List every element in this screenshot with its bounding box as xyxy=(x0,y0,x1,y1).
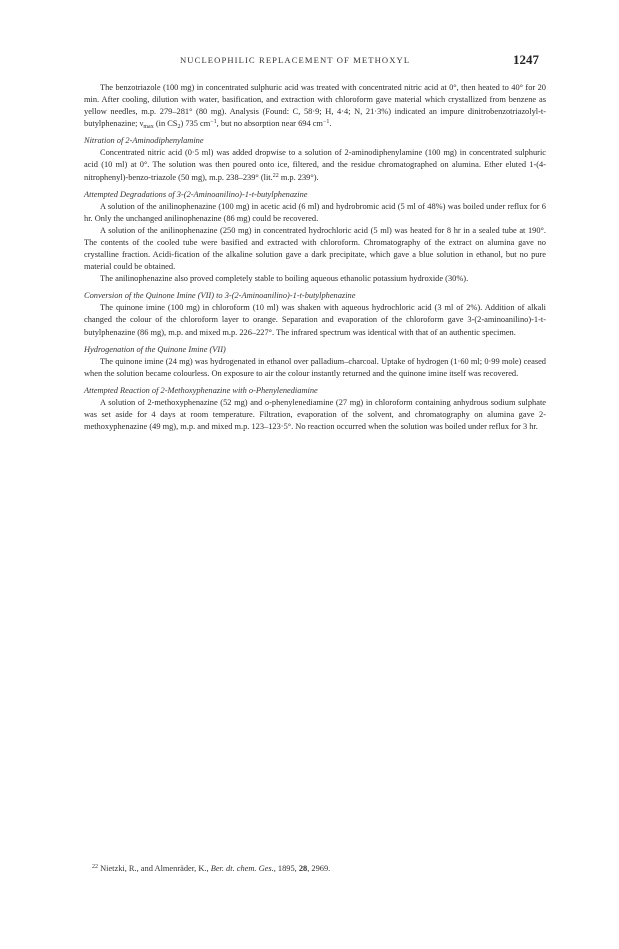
paragraph-attempted-reaction: A solution of 2-methoxyphenazine (52 mg) and o-phenylenediamine (27 mg) in chloroform containing anhydrous sodium sulphate was set aside for 4 days at room temperature. Filtration, evaporation of the solvent, and chromatography on alumina gave 2-methoxyphenazine (49 mg), m.p. and mixed m.p. 123–123·5°. No reaction occurred when the solution was boiled under reflux for 3 hr. xyxy=(84,397,546,431)
section-heading-attempted-reaction: Attempted Reaction of 2-Methoxyphenazine with o-Phenylenediamine xyxy=(84,385,318,395)
citation-ref[interactable]: 22 xyxy=(272,172,279,179)
section-heading-nitration: Nitration of 2-Aminodiphenylamine xyxy=(84,136,204,146)
paragraph-degradation-2: A solution of the anilinophenazine (250 mg) in concentrated hydrochloric acid (5 ml) was heated for 8 hr in a sealed tube at 190°. The contents of the cooled tube were basified and extracted with chloroform. Chromatography of the extract on alumina gave no crystalline fraction. Acidi-fication of the alkaline solution gave a dark precipitate, which gave a blue solution in ethanol, but no pure material could be obtained. xyxy=(84,225,546,272)
paragraph-hydrogenation: The quinone imine (24 mg) was hydrogenated in ethanol over palladium–charcoal. Uptake of hydrogen (1·60 ml; 0·99 mole) ceased when the solution became colourless. On exposure to air the colour instantly returned and the quinone imine itself was recovered. xyxy=(84,356,546,378)
footnote: $^{22}$ Nietzki, R., and Almenräder, K., Ber. dt. chem. Ges., 1895, 28, 2969. xyxy=(92,864,331,873)
page-header xyxy=(0,52,619,72)
paragraph-degradation-3: The anilinophenazine also proved completely stable to boiling aqueous ethanolic potassium hydroxide (30%). xyxy=(100,274,469,284)
page-number: 1247 xyxy=(513,52,539,67)
section-heading-hydrogenation: Hydrogenation of the Quinone Imine (VII) xyxy=(84,344,226,354)
article-body xyxy=(84,82,546,433)
section-heading-degradations: Attempted Degradations of 3-(2-Aminoanilino)-1-t-butylphenazine xyxy=(84,189,308,199)
section-heading-conversion: Conversion of the Quinone Imine (VII) to 3-(2-Aminoanilino)-1-t-butylphenazine xyxy=(84,291,356,301)
running-head: NUCLEOPHILIC REPLACEMENT OF METHOXYL xyxy=(180,55,411,65)
footnote-journal: Ber. dt. chem. Ges. xyxy=(210,864,274,873)
paragraph-conversion: The quinone imine (100 mg) in chloroform (10 ml) was shaken with aqueous hydrochloric acid (3 ml of 2%). Addition of alkali changed the colour of the chloroform layer to orange. Separation and evaporation of the chloroform gave 3-(2-aminoanilino)-1-t-butylphenazine (86 mg), m.p. and mixed m.p. 226–227°. The infrared spectrum was identical with that of an authentic specimen. xyxy=(84,303,546,337)
footnote-volume: 28 xyxy=(298,864,308,873)
paragraph-benzotriazole-nitration: The benzotriazole (100 mg) in concentrated sulphuric acid was treated with concentrated nitric acid at 0°, then heated to 40° for 20 min. After cooling, dilution with water, basification, and extraction with chloroform gave material which crystallized from benzene as yellow needles, m.p. 279–281° (80 mg). Analysis (Found: C, 58·9; H, 4·4; N, 21·3%) indicated an impure dinitrobenzotriazolyl-t-butylphenazine; $\nu_{max}$ (in $CS_2$) 735 $cm^{-1}$, but no absorption near 694 $cm^{-1}$. xyxy=(84,83,546,131)
paragraph-degradation-1: A solution of the anilinophenazine (100 mg) in acetic acid (6 ml) and hydrobromic acid (5 ml of 48%) was boiled under reflux for 6 hr. Only the unchanged anilinophenazine (86 mg) could be recovered. xyxy=(84,201,546,223)
paragraph-nitration: Concentrated nitric acid (0·5 ml) was added dropwise to a solution of 2-aminodiphenylamine (100 mg) in concentrated sulphuric acid (10 ml) at 0°. The solution was then poured onto ice, filtered, and the residue chromatographed on alumina. Ether eluted 1-(4-nitrophenyl)-benzo-triazole (50 mg), m.p. 238–239° (lit.$^{22}$ m.p. 239°). xyxy=(84,148,546,182)
footnote-number: 22 xyxy=(92,864,98,870)
